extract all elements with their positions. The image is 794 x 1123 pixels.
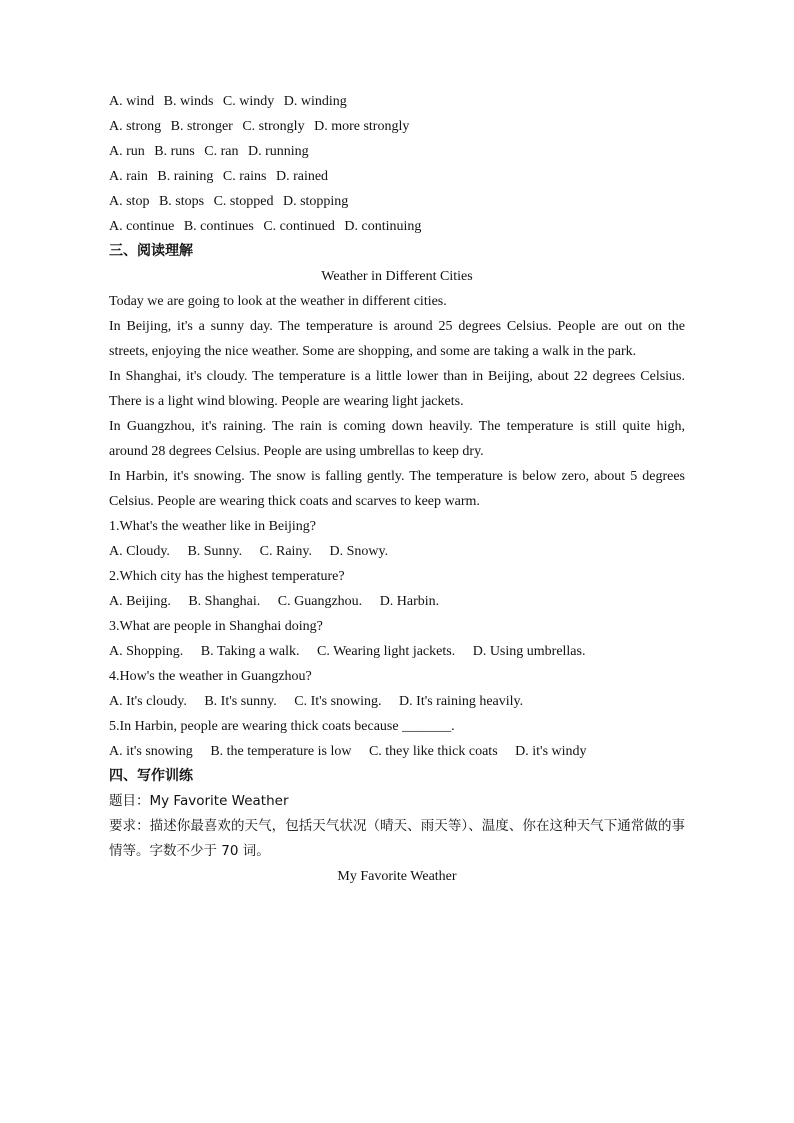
writing-title: My Favorite Weather bbox=[337, 869, 457, 884]
option-row bbox=[109, 114, 685, 139]
passage-paragraph: In Harbin, it's snowing. The snow is falling gently. The temperature is below zero, about 5 degrees Celsius. People are wearing thick coats and scarves to keep warm. bbox=[109, 469, 685, 509]
option: C. rains bbox=[222, 169, 267, 184]
question-block bbox=[109, 614, 685, 664]
option: A. run bbox=[109, 144, 145, 159]
writing-topic: 题目：My Favorite Weather bbox=[109, 793, 289, 809]
answer-option: C. they like thick coats bbox=[368, 744, 498, 759]
answer-option: B. the temperature is low bbox=[210, 744, 352, 759]
question-text: 1.What's the weather like in Beijing? bbox=[109, 519, 317, 534]
answer-options bbox=[109, 689, 685, 714]
question-text: 3.What are people in Shanghai doing? bbox=[109, 619, 323, 634]
question-block bbox=[109, 714, 685, 764]
answer-options bbox=[109, 739, 685, 764]
option: C. stopped bbox=[213, 194, 274, 209]
option: D. stopping bbox=[282, 194, 349, 209]
answer-option: A. Cloudy. bbox=[109, 544, 170, 559]
answer-options bbox=[109, 639, 685, 664]
answer-option: B. Shanghai. bbox=[188, 594, 261, 609]
option-row bbox=[109, 89, 685, 114]
question-text: 5.In Harbin, people are wearing thick coats because _______. bbox=[109, 719, 455, 734]
answer-option: A. It's cloudy. bbox=[109, 694, 187, 709]
option: D. winding bbox=[283, 94, 347, 109]
page-content bbox=[109, 89, 685, 889]
option: B. stops bbox=[158, 194, 205, 209]
answer-option: D. Snowy. bbox=[329, 544, 389, 559]
answer-option: C. Rainy. bbox=[259, 544, 313, 559]
option: A. strong bbox=[109, 119, 162, 134]
question-text: 2.Which city has the highest temperature? bbox=[109, 569, 345, 584]
answer-option: D. it's windy bbox=[515, 744, 587, 759]
answer-options bbox=[109, 589, 685, 614]
answer-option: D. Harbin. bbox=[379, 594, 440, 609]
answer-option: A. Beijing. bbox=[109, 594, 171, 609]
option: A. continue bbox=[109, 219, 175, 234]
option: D. running bbox=[247, 144, 309, 159]
option: C. windy bbox=[222, 94, 275, 109]
answer-option: B. Sunny. bbox=[187, 544, 243, 559]
question-block bbox=[109, 564, 685, 614]
question-block bbox=[109, 664, 685, 714]
option-row bbox=[109, 214, 685, 239]
answer-option: A. Shopping. bbox=[109, 644, 184, 659]
option: C. continued bbox=[263, 219, 335, 234]
option-row bbox=[109, 139, 685, 164]
option-row bbox=[109, 189, 685, 214]
answer-option: B. It's sunny. bbox=[204, 694, 277, 709]
answer-option: C. Guangzhou. bbox=[277, 594, 363, 609]
option: D. continuing bbox=[344, 219, 422, 234]
passage-title: Weather in Different Cities bbox=[321, 269, 473, 284]
option: A. wind bbox=[109, 94, 155, 109]
options-block bbox=[109, 89, 685, 239]
writing-requirement: 要求：描述你最喜欢的天气，包括天气状况（晴天、雨天等）、温度、你在这种天气下通常做的事情等。字数不少于 70 词。 bbox=[109, 818, 685, 859]
question-block bbox=[109, 514, 685, 564]
option: C. ran bbox=[204, 144, 239, 159]
option: B. runs bbox=[154, 144, 195, 159]
section-heading-reading: 三、阅读理解 bbox=[109, 243, 193, 259]
option-row bbox=[109, 164, 685, 189]
passage-paragraph: In Guangzhou, it's raining. The rain is coming down heavily. The temperature is still quite high, around 28 degrees Celsius. People are using umbrellas to keep dry. bbox=[109, 419, 685, 459]
option: D. rained bbox=[275, 169, 329, 184]
answer-option: B. Taking a walk. bbox=[200, 644, 300, 659]
answer-option: D. It's raining heavily. bbox=[399, 694, 524, 709]
question-text: 4.How's the weather in Guangzhou? bbox=[109, 669, 312, 684]
passage-paragraph: Today we are going to look at the weather in different cities. bbox=[109, 294, 447, 309]
answer-option: A. it's snowing bbox=[109, 744, 193, 759]
answer-options bbox=[109, 539, 685, 564]
option: D. more strongly bbox=[314, 119, 410, 134]
option: B. stronger bbox=[170, 119, 233, 134]
answer-option: C. It's snowing. bbox=[294, 694, 382, 709]
option: B. continues bbox=[183, 219, 254, 234]
option: B. winds bbox=[163, 94, 214, 109]
option: B. raining bbox=[157, 169, 214, 184]
passage-paragraph: In Shanghai, it's cloudy. The temperature is a little lower than in Beijing, about 22 degrees Celsius. There is a light wind blowing. People are wearing light jackets. bbox=[109, 369, 685, 409]
section-heading-writing: 四、写作训练 bbox=[109, 768, 193, 784]
answer-option: D. Using umbrellas. bbox=[472, 644, 586, 659]
option: C. strongly bbox=[242, 119, 305, 134]
answer-option: C. Wearing light jackets. bbox=[317, 644, 456, 659]
option: A. rain bbox=[109, 169, 148, 184]
option: A. stop bbox=[109, 194, 150, 209]
passage-paragraph: In Beijing, it's a sunny day. The temperature is around 25 degrees Celsius. People are out on the streets, enjoying the nice weather. Some are shopping, and some are taking a walk in the park. bbox=[109, 319, 685, 359]
